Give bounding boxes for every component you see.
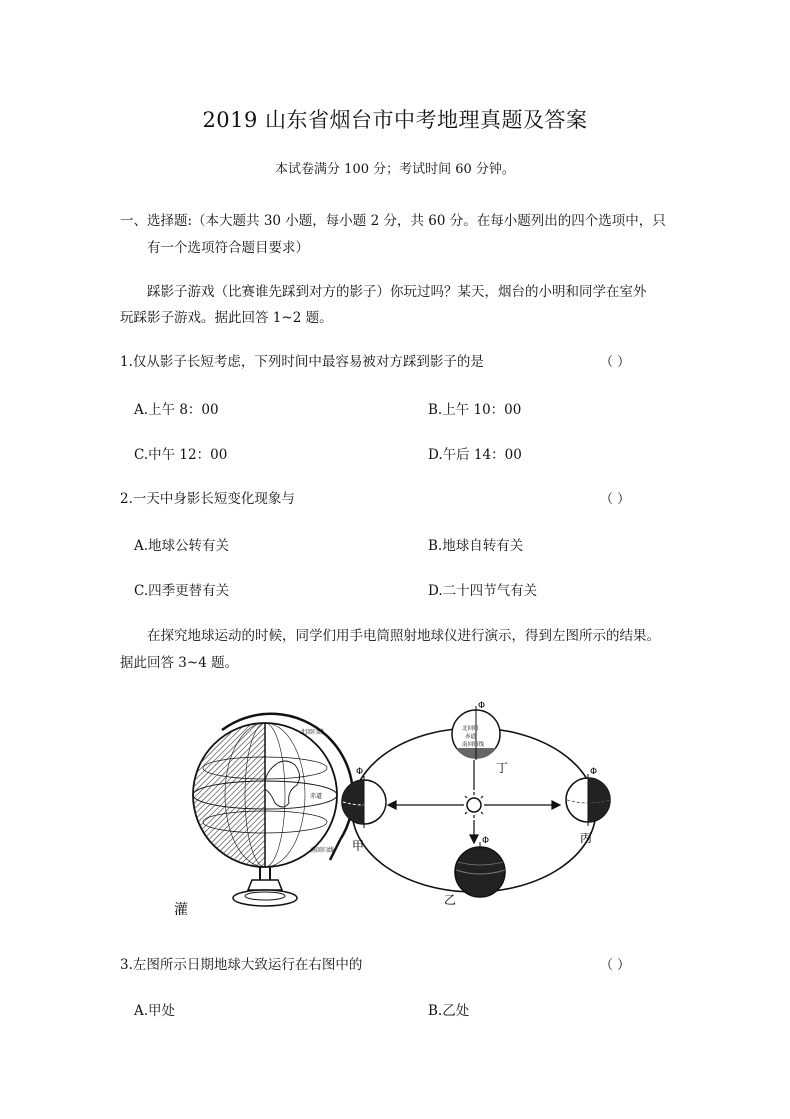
svg-text:Φ: Φ — [356, 767, 364, 777]
earth-position-jia — [342, 767, 386, 853]
top-globe-text-2: 赤道 — [465, 734, 477, 740]
q1-option-c: C.中午 12：00 — [134, 447, 228, 463]
earth-position-bing — [566, 767, 610, 845]
q3-stem: 3.左图所示日期地球大致运行在右图中的 — [120, 957, 363, 973]
q1-option-a: A.上午 8：00 — [134, 402, 219, 418]
intro2-paragraph-line1: 在探究地球运动的时候，同学们用手电筒照射地球仪进行演示，得到左图所示的结果。 — [147, 628, 660, 644]
document-title: 2019 山东省烟台市中考地理真题及答案 — [202, 108, 588, 132]
top-globe-text-3: 南回归线 — [462, 742, 485, 748]
intro-paragraph-line2: 玩踩影子游戏。据此回答 1~2 题。 — [120, 310, 333, 326]
orbit-label-yi: 乙 — [444, 893, 457, 907]
q2-option-c: C.四季更替有关 — [134, 583, 230, 599]
q2-option-a: A.地球公转有关 — [134, 538, 230, 554]
document-subtitle: 本试卷满分 100 分；考试时间 60 分钟。 — [275, 162, 515, 177]
earth-position-yi — [444, 836, 505, 907]
svg-text:Φ: Φ — [478, 701, 486, 711]
q3-option-a: A.甲处 — [134, 1003, 176, 1019]
orbit-label-jia: 甲 — [352, 839, 365, 853]
q2-answer-bracket: （ ） — [600, 492, 631, 507]
globe-label-equator: 赤道 — [310, 793, 323, 800]
globe-on-stand — [174, 714, 353, 918]
intro-paragraph-line1: 踩影子游戏（比赛谁先踩到对方的影子）你玩过吗？某天，烟台的小明和同学在室外 — [147, 284, 647, 300]
q1-option-d: D.午后 14：00 — [428, 447, 522, 463]
q3-option-b: B.乙处 — [428, 1003, 470, 1019]
globe-label-tropic-south: 南回归线 — [310, 847, 335, 854]
q1-stem: 1.仅从影子长短考虑，下列时间中最容易被对方踩到影子的是 — [120, 354, 484, 370]
q1-answer-bracket: （ ） — [600, 355, 631, 370]
figure-left-label: 灌 — [174, 902, 188, 918]
section-heading-line2: 有一个选项符合题目要求） — [147, 240, 309, 256]
globe-label-tropic-north: 北回归线 — [300, 729, 325, 736]
orbit-label-ding: 丁 — [496, 761, 509, 775]
q2-option-d: D.二十四节气有关 — [428, 583, 538, 599]
section-heading-line1: 一、选择题:（本大题共 30 小题，每小题 2 分，共 60 分。在每小题列出的四个选项中，只 — [120, 213, 666, 229]
orbit-diagram — [342, 701, 610, 907]
orbit-label-bing: 丙 — [580, 831, 593, 845]
q3-answer-bracket: （ ） — [600, 958, 631, 973]
q2-option-b: B.地球自转有关 — [428, 538, 524, 554]
svg-text:Φ: Φ — [482, 836, 490, 846]
earth-position-ding — [452, 701, 508, 775]
intro2-paragraph-line2: 据此回答 3~4 题。 — [120, 655, 239, 671]
earth-motion-figure — [160, 690, 630, 930]
top-globe-text-1: 北回归 — [462, 726, 479, 732]
q1-option-b: B.上午 10：00 — [428, 402, 522, 418]
sun-icon — [461, 792, 487, 818]
svg-text:Φ: Φ — [590, 767, 598, 777]
q2-stem: 2.一天中身影长短变化现象与 — [120, 491, 295, 507]
